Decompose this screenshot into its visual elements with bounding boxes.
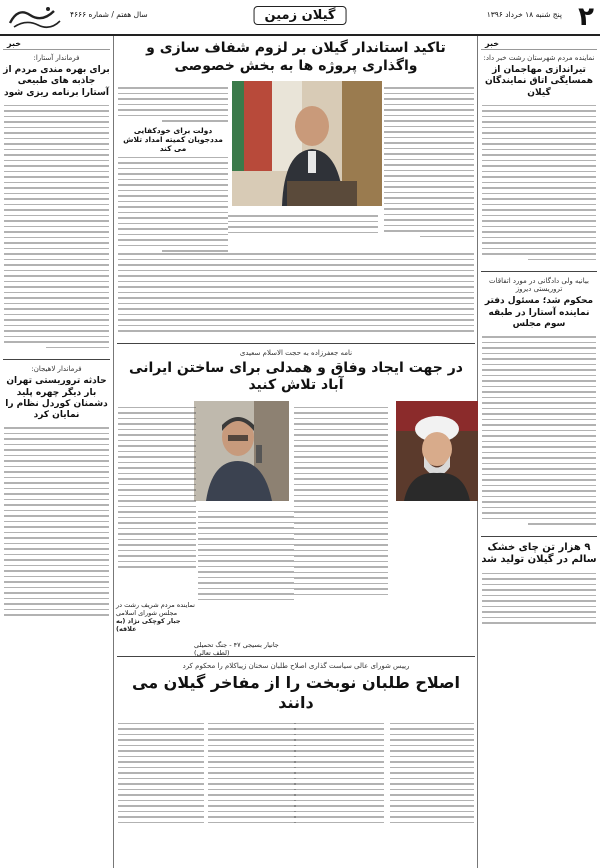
newspaper-logo [4,1,64,31]
headline[interactable]: محکوم شد؛ مسئول دفتر نماینده آستارا در طبقه سوم مجلس [484,296,594,329]
body-text [0,421,113,622]
headline[interactable]: تیراندازی مهاجمان از همسایگی اتاق نمایندگان گیلان [484,65,594,98]
body-text [114,717,208,830]
kicker: رییس شورای عالی سیاست گذاری اصلاح طلبان سخنان زیباکلام را محکوم کرد [182,661,410,670]
issue-number: سال هفتم / شماره ۴۶۶۶ [70,10,148,19]
mp-photo-image [194,401,289,501]
body-text [194,505,298,607]
body-text [224,209,382,239]
kicker: فرماندار لاهیجان: [31,365,82,374]
governor-photo [232,81,382,206]
body-text [114,81,232,258]
body-text [0,99,113,355]
body-text [380,81,478,243]
column-label: خبر [3,36,110,50]
letter-signatory-title: نماینده مردم شریف رشت در مجلس شورای اسلامی [116,600,195,617]
lead-subheading: دولت برای خودکفایی مددجویان کمیته امداد تلاش می کند [123,125,223,153]
divider [481,271,597,272]
second-story [114,401,478,657]
left-column [0,36,114,868]
body-text [114,401,200,574]
mp-photo [194,401,289,501]
lead-story [114,81,478,241]
third-story [114,717,478,837]
letter-signatory-name: جبار کوچکی نژاد (به علاقه) [116,616,181,633]
body-text [478,99,600,267]
third-headline[interactable]: اصلاح طلبان نوبخت را از مفاخر گیلان می دانند [132,672,460,712]
kicker: بیانیه ولی دادگانی در مورد اتفاقات تروریستی دیروز [489,277,589,294]
cleric-photo-image [396,401,478,501]
center-area [114,36,478,868]
headline[interactable]: حادثه تروریستی تهران بار دیگر چهره پلید دشمنان کوردل نظام را نمایان کرد [5,376,108,420]
right-column [477,36,600,868]
section-title: گیلان زمین [254,6,347,25]
kicker: نماینده مردم شهرستان رشت خبر داد: [483,54,595,62]
second-headline[interactable]: در جهت ایجاد وفاق و همدلی برای ساختن ایرانی آباد تلاش کنید [129,359,463,393]
column-label: خبر [481,36,597,50]
issue-date: پنج شنبه ۱۸ خرداد ۱۳۹۶ [486,10,562,19]
kicker: فرماندار آستارا: [33,54,80,62]
letter-signature [116,601,196,633]
body-text [478,567,600,630]
body-text [290,717,388,830]
lead-headline[interactable]: تاکید استاندار گیلان بر لزوم شفاف سازی و واگذاری پروژه ها به بخش خصوصی [146,40,446,74]
headline[interactable]: ۹ هزار تن چای خشک سالم در گیلان تولید شد [481,541,597,565]
page-credit: جانیار بسیجی ۴۷ - جنگ تحمیلی (لطف تعالی) [194,640,279,657]
body-text [478,330,600,531]
body-text [386,717,478,830]
divider [117,656,475,657]
headline[interactable]: برای بهره مندی مردم از جاذبه های طبیعی آستارا برنامه ریزی شود [3,65,110,98]
body-text [290,401,392,602]
kicker: نامه جعفرزاده به حجت الاسلام سعیدی [239,348,353,357]
cleric-photo [396,401,478,501]
divider [481,536,597,537]
body-text [114,247,478,338]
page-number: ۲ [578,2,594,32]
body-text [204,717,300,830]
divider [117,343,475,344]
divider [3,359,110,360]
governor-photo-image [232,81,382,206]
masthead [0,0,600,36]
